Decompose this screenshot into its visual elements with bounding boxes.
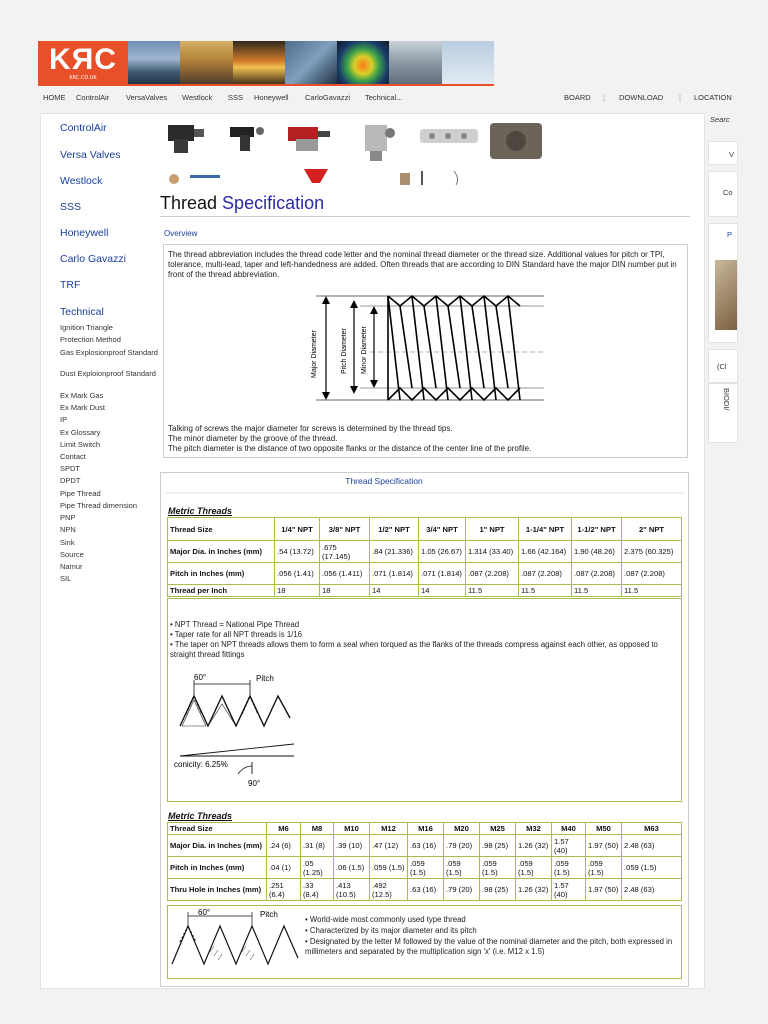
table-cell: 2.48 (63) bbox=[622, 835, 682, 857]
fig-pitch-label: Pitch bbox=[256, 674, 274, 683]
table-header: 3/8" NPT bbox=[320, 518, 370, 541]
table-cell: .63 (16) bbox=[408, 879, 444, 901]
right-card[interactable] bbox=[708, 223, 738, 343]
intro-paragraph: The thread abbreviation includes the thread code letter and the nominal thread diameter or the thread size. Additional values for pitch or TPI, tolerance, multi-lead, taper and left-handedness are added. Often threads that are according to DIN Standard have the major DIN number put in front of the thread abbreviation. bbox=[168, 250, 677, 279]
table-cell: 1.26 (32) bbox=[516, 835, 552, 857]
nav-versavalves[interactable]: VersaValves bbox=[126, 93, 168, 102]
table-cell: 2.48 (63) bbox=[622, 879, 682, 901]
table-cell: .675 (17.145) bbox=[320, 541, 370, 563]
right-card-image bbox=[715, 260, 737, 330]
table-header: 2" NPT bbox=[622, 518, 682, 541]
table-row bbox=[168, 585, 682, 597]
table-cell: 1.26 (32) bbox=[516, 879, 552, 901]
sidebar-sub-sink[interactable]: Sink bbox=[60, 538, 75, 547]
npt-note: • NPT Thread = National Pipe Thread bbox=[170, 620, 300, 629]
table-cell: .087 (2.208) bbox=[466, 563, 519, 585]
table-cell: .087 (2.208) bbox=[572, 563, 622, 585]
table-cell: 18 bbox=[275, 585, 320, 597]
product-solenoid-valve bbox=[168, 125, 204, 153]
table-cell: 1.314 (33.40) bbox=[466, 541, 519, 563]
sidebar-item-westlock[interactable]: Westlock bbox=[60, 175, 103, 187]
table-cell: .059 (1.5) bbox=[622, 857, 682, 879]
metric-note: • Designated by the letter M followed by the value of the nominal diameter and the pitch, both expressed in millimeters and separated by the multiplication sign 'x' (i.e. M12 x 1.5) bbox=[305, 937, 673, 956]
sidebar-sub-source[interactable]: Source bbox=[60, 550, 84, 559]
metric-note: • World-wide most commonly used type thread bbox=[305, 915, 466, 924]
table-header: 1/4" NPT bbox=[275, 518, 320, 541]
top-nav bbox=[43, 93, 733, 105]
table-header: 1-1/4" NPT bbox=[519, 518, 572, 541]
table-cell: .056 (1.41) bbox=[275, 563, 320, 585]
logo-text: KЯC bbox=[49, 43, 117, 76]
product-image-strip bbox=[160, 121, 550, 185]
table-row bbox=[168, 563, 682, 585]
table-cell: .06 (1.5) bbox=[334, 857, 370, 879]
table-row bbox=[168, 541, 682, 563]
row-label: Major Dia. in Inches (mm) bbox=[168, 835, 267, 857]
table-cell: 2.375 (60.325) bbox=[622, 541, 682, 563]
sidebar-sub-ex-glossary[interactable]: Ex Glossary bbox=[60, 428, 101, 437]
fig-angle-label: 60° bbox=[194, 673, 207, 682]
sidebar-sub-contact[interactable]: Contact bbox=[60, 452, 86, 461]
row-label: Thread per Inch bbox=[168, 585, 275, 597]
table-cell: .087 (2.208) bbox=[519, 563, 572, 585]
label-minor-diameter: Minor Diameter bbox=[361, 326, 368, 374]
nav-sss[interactable]: SSS bbox=[228, 93, 244, 102]
product-manifold bbox=[420, 129, 478, 143]
table-header: Thread Size bbox=[168, 823, 267, 835]
row-label: Pitch in Inches (mm) bbox=[168, 563, 275, 585]
title-divider bbox=[160, 216, 690, 217]
sidebar-sub-pipe-thread[interactable]: Pipe Thread bbox=[60, 489, 101, 498]
table-cell: .04 (1) bbox=[267, 857, 301, 879]
thread-diameter-diagram bbox=[300, 290, 550, 412]
right-card-text: (Cl bbox=[717, 362, 727, 371]
nav-honeywell[interactable]: Honeywell bbox=[254, 93, 289, 102]
table-cell: 1.57 (40) bbox=[552, 879, 586, 901]
table-header: M50 bbox=[586, 823, 622, 835]
explain-pitch: The pitch diameter is the distance of two opposite flanks or the distance of the center line of the profile. bbox=[168, 444, 532, 453]
table-cell: 14 bbox=[370, 585, 419, 597]
table-cell: 1.66 (42.164) bbox=[519, 541, 572, 563]
right-card[interactable] bbox=[708, 349, 738, 383]
nav-westlock[interactable]: Westlock bbox=[182, 93, 213, 102]
table-header: M32 bbox=[516, 823, 552, 835]
sidebar-sub-ignition-triangle[interactable]: Ignition Triangle bbox=[60, 323, 113, 332]
table-header: M6 bbox=[267, 823, 301, 835]
table-cell: .24 (6) bbox=[267, 835, 301, 857]
product-valve-silver bbox=[365, 125, 395, 161]
nav-home[interactable]: HOME bbox=[43, 93, 66, 102]
nav-location[interactable]: LOCATION bbox=[694, 93, 732, 102]
fig-conicity-label: conicity: 6.25% bbox=[174, 760, 228, 769]
table-header: M40 bbox=[552, 823, 586, 835]
nav-carlogavazzi[interactable]: CarloGavazzi bbox=[305, 93, 351, 102]
table-row bbox=[168, 835, 682, 857]
table-cell: 11.5 bbox=[622, 585, 682, 597]
right-card-text: P bbox=[727, 230, 733, 239]
page-title bbox=[160, 193, 324, 214]
banner-photo-wafer bbox=[337, 41, 389, 85]
nav-controlair[interactable]: ControlAir bbox=[76, 93, 110, 102]
table-cell: 11.5 bbox=[572, 585, 622, 597]
table-cell: .47 (12) bbox=[370, 835, 408, 857]
table-cell: .056 (1.411) bbox=[320, 563, 370, 585]
table-row bbox=[168, 879, 682, 901]
right-card-text: BIODI/ bbox=[722, 388, 731, 411]
row-label: Major Dia. in Inches (mm) bbox=[168, 541, 275, 563]
label-pitch-diameter: Pitch Diameter bbox=[341, 328, 348, 374]
right-card-text: V bbox=[729, 150, 735, 159]
explain-minor: The minor diameter by the groove of the thread. bbox=[168, 434, 338, 443]
table-cell: .63 (16) bbox=[408, 835, 444, 857]
sidebar-sub-spdt[interactable]: SPDT bbox=[60, 464, 81, 473]
table-cell: .31 (8) bbox=[301, 835, 334, 857]
table-cell: .059 (1.5) bbox=[552, 857, 586, 879]
fig-right-angle-label: 90° bbox=[248, 779, 261, 788]
search-label[interactable]: Searc bbox=[710, 115, 730, 124]
sidebar-item-carlo-gavazzi[interactable]: Carlo Gavazzi bbox=[60, 253, 126, 265]
npt-note: • The taper on NPT threads allows them to form a seal when torqued as the flanks of the threads compress against each other, as opposed to straight thread fittings bbox=[170, 640, 658, 659]
table-cell: .492 (12.5) bbox=[370, 879, 408, 901]
nav-separator: ¦ bbox=[603, 93, 605, 102]
product-valve-black bbox=[230, 127, 264, 151]
right-card[interactable] bbox=[708, 171, 738, 217]
table-cell: 11.5 bbox=[519, 585, 572, 597]
metric-table bbox=[167, 822, 682, 901]
page-title-part2: Specification bbox=[217, 193, 325, 213]
product-valve-red bbox=[288, 127, 330, 151]
sidebar-sub-namur[interactable]: Namur bbox=[60, 562, 83, 571]
metric-thread-profile-figure bbox=[170, 906, 300, 972]
metric-note: • Characterized by its major diameter and its pitch bbox=[305, 926, 477, 935]
table-header: M25 bbox=[480, 823, 516, 835]
sidebar-sub-ip[interactable]: IP bbox=[60, 415, 68, 424]
table-header: M63 bbox=[622, 823, 682, 835]
sidebar-sub-pipe-thread-dimension[interactable]: Pipe Thread dimension bbox=[60, 501, 137, 510]
table-cell: .84 (21.336) bbox=[370, 541, 419, 563]
sidebar-sub-protection-method[interactable]: Protection Method bbox=[60, 335, 121, 344]
sidebar-item-versa-valves[interactable]: Versa Valves bbox=[60, 149, 121, 161]
sidebar-item-honeywell[interactable]: Honeywell bbox=[60, 227, 109, 239]
sidebar-item-trf[interactable]: TRF bbox=[60, 279, 81, 291]
logo-subtext: KRC.CO.UK bbox=[69, 75, 97, 81]
table-cell: 1.97 (50) bbox=[586, 879, 622, 901]
table-cell: .251 (6.4) bbox=[267, 879, 301, 901]
sidebar-sub-dust-standard[interactable]: Dust Exploionproof Standard bbox=[60, 369, 156, 378]
company-logo[interactable] bbox=[38, 41, 128, 85]
metric-table-title: Metric Threads bbox=[168, 811, 233, 821]
table-header: M10 bbox=[334, 823, 370, 835]
nav-technical[interactable]: Technical... bbox=[365, 93, 403, 102]
nav-separator: ¦ bbox=[679, 93, 681, 102]
table-cell: .059 (1.5) bbox=[480, 857, 516, 879]
table-cell: .79 (20) bbox=[444, 835, 480, 857]
table-header: M20 bbox=[444, 823, 480, 835]
table-cell: 1.05 (26.67) bbox=[419, 541, 466, 563]
banner-underline bbox=[38, 84, 494, 86]
table-cell: .059 (1.5) bbox=[516, 857, 552, 879]
npt-table bbox=[167, 517, 682, 597]
table-header-row bbox=[168, 823, 682, 835]
table-cell: .071 (1.814) bbox=[419, 563, 466, 585]
product-housing bbox=[490, 123, 542, 159]
table-cell: .54 (13.72) bbox=[275, 541, 320, 563]
explain-major: Talking of screws the major diameter for screws is determined by the thread tips. bbox=[168, 424, 453, 433]
table-cell: .98 (25) bbox=[480, 879, 516, 901]
table-header: 1-1/2" NPT bbox=[572, 518, 622, 541]
overview-link[interactable]: Overview bbox=[164, 229, 198, 238]
table-cell: .059 (1.5) bbox=[444, 857, 480, 879]
table-cell: .98 (25) bbox=[480, 835, 516, 857]
sidebar-item-controlair[interactable]: ControlAir bbox=[60, 122, 107, 134]
nav-download[interactable]: DOWNLOAD bbox=[619, 93, 664, 102]
fig-pitch-label: Pitch bbox=[260, 910, 278, 919]
sidebar-item-technical[interactable]: Technical bbox=[60, 306, 104, 318]
table-cell: .059 (1.5) bbox=[370, 857, 408, 879]
page-title-part1: Thread bbox=[160, 193, 218, 213]
table-cell: .087 (2.208) bbox=[622, 563, 682, 585]
table-cell: 18 bbox=[320, 585, 370, 597]
table-header: 1/2" NPT bbox=[370, 518, 419, 541]
sidebar-sub-sil[interactable]: SIL bbox=[60, 574, 72, 583]
table-cell: .071 (1.814) bbox=[370, 563, 419, 585]
right-panel bbox=[708, 113, 768, 989]
banner-photo-refinery bbox=[233, 41, 285, 85]
sidebar-sub-pnp[interactable]: PNP bbox=[60, 513, 76, 522]
table-cell: .79 (20) bbox=[444, 879, 480, 901]
banner-photo-plant bbox=[128, 41, 180, 85]
product-small-parts bbox=[169, 169, 458, 185]
sidebar-sub-limit-switch[interactable]: Limit Switch bbox=[60, 440, 101, 449]
table-header: 1" NPT bbox=[466, 518, 519, 541]
banner-photo-sky bbox=[442, 41, 494, 85]
table-cell: .39 (10) bbox=[334, 835, 370, 857]
table-cell: 1.90 (48.26) bbox=[572, 541, 622, 563]
spec-title: Thread Specification bbox=[345, 476, 423, 486]
right-card[interactable] bbox=[708, 141, 738, 165]
table-cell: .059 (1.5) bbox=[586, 857, 622, 879]
right-card-text: Co bbox=[723, 188, 733, 197]
sidebar-item-sss[interactable]: SSS bbox=[60, 201, 82, 213]
sidebar-sub-dpdt[interactable]: DPDT bbox=[60, 476, 81, 485]
spec-divider bbox=[166, 492, 684, 494]
banner-photo-building bbox=[389, 41, 441, 85]
header-banner bbox=[38, 41, 494, 85]
table-header: M8 bbox=[301, 823, 334, 835]
banner-photo-rig bbox=[180, 41, 232, 85]
sidebar-sub-gas-standard[interactable]: Gas Explosionproof Standard bbox=[60, 348, 158, 357]
table-header-row bbox=[168, 518, 682, 541]
table-cell: 11.5 bbox=[466, 585, 519, 597]
table-row bbox=[168, 857, 682, 879]
table-header: Thread Size bbox=[168, 518, 275, 541]
table-cell: .413 (10.5) bbox=[334, 879, 370, 901]
table-cell: 14 bbox=[419, 585, 466, 597]
table-cell: 1.57 (40) bbox=[552, 835, 586, 857]
sidebar-sub-ex-mark-dust[interactable]: Ex Mark Dust bbox=[60, 403, 106, 412]
label-major-diameter: Major Diameter bbox=[311, 330, 318, 378]
npt-note: • Taper rate for all NPT threads is 1/16 bbox=[170, 630, 303, 639]
sidebar-sub-npn[interactable]: NPN bbox=[60, 525, 76, 534]
table-header: 3/4" NPT bbox=[419, 518, 466, 541]
npt-thread-profile-figure bbox=[172, 670, 298, 792]
banner-photo-chip bbox=[285, 41, 337, 85]
sidebar-sub-ex-mark-gas[interactable]: Ex Mark Gas bbox=[60, 391, 104, 400]
table-cell: .05 (1.25) bbox=[301, 857, 334, 879]
right-card[interactable] bbox=[708, 383, 738, 443]
table-cell: 1.97 (50) bbox=[586, 835, 622, 857]
table-cell: .33 (8.4) bbox=[301, 879, 334, 901]
npt-table-title: Metric Threads bbox=[168, 506, 233, 516]
table-cell: .059 (1.5) bbox=[408, 857, 444, 879]
table-header: M16 bbox=[408, 823, 444, 835]
row-label: Thru Hole in Inches (mm) bbox=[168, 879, 267, 901]
nav-board[interactable]: BOARD bbox=[564, 93, 591, 102]
table-header: M12 bbox=[370, 823, 408, 835]
row-label: Pitch in Inches (mm) bbox=[168, 857, 267, 879]
fig-angle-label: 60° bbox=[198, 908, 211, 917]
